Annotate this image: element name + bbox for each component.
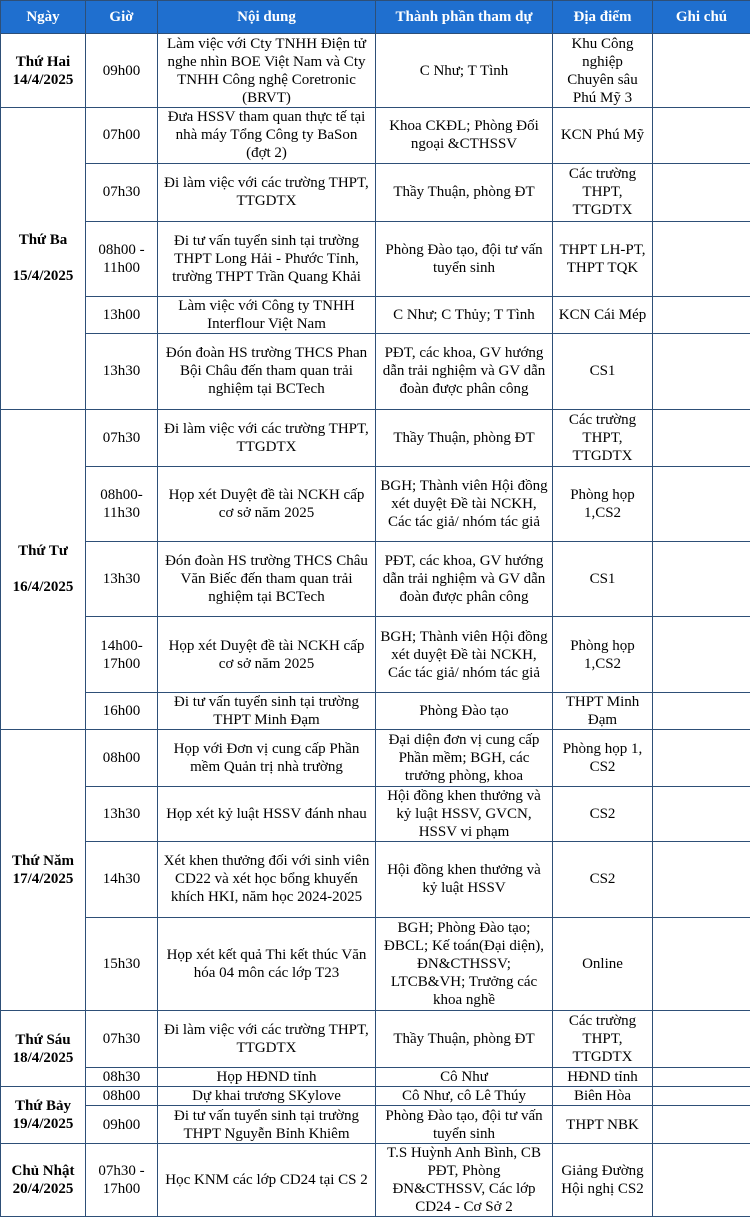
event-participants: PĐT, các khoa, GV hướng dẫn trải nghiệm và GV dẫn đoàn được phân công [376,542,553,617]
event-row [1,692,750,729]
event-note [653,34,750,108]
event-note [653,1087,750,1106]
day-name: Thứ Bảy [14,1097,72,1114]
day-name: Thứ Năm [12,852,74,869]
event-content: Làm việc với Công ty TNHH Interflour Việt Nam [158,297,376,334]
event-time: 14h30 [86,842,158,917]
event-time: 09h00 [86,1106,158,1143]
event-row [1,617,750,692]
event-location: Các trường THPT, TTGDTX [553,163,653,221]
event-row [1,108,750,163]
event-time: 08h30 [86,1068,158,1087]
event-time: 13h30 [86,542,158,617]
event-participants: Khoa CKĐL; Phòng Đối ngoại &CTHSSV [376,108,553,163]
event-content: Đi tư vấn tuyển sinh tại trường THPT Nguyễn Bỉnh Khiêm [158,1106,376,1143]
event-note [653,617,750,692]
event-participants: Hội đồng khen thưởng và kỷ luật HSSV, GVCN, HSSV vi phạm [376,787,553,842]
event-participants: Thầy Thuận, phòng ĐT [376,163,553,221]
day-date: 18/4/2025 [12,1049,74,1066]
event-row [1,1011,750,1068]
event-participants: PĐT, các khoa, GV hướng dẫn trải nghiệm và GV dẫn đoàn được phân công [376,334,553,409]
event-location: THPT Minh Đạm [553,692,653,729]
day-name: Thứ Hai [15,53,71,70]
event-note [653,1011,750,1068]
event-content: Đưa HSSV tham quan thực tế tại nhà máy Tổng Công ty BaSon (đợt 2) [158,108,376,163]
event-participants: Đại diện đơn vị cung cấp Phần mềm; BGH, các trưởng phòng, khoa [376,729,553,786]
event-location: HĐND tỉnh [553,1068,653,1087]
event-note [653,1143,750,1216]
day-cell [1,108,86,409]
event-participants: BGH; Thành viên Hội đồng xét duyệt Đề tài NCKH, Các tác giả/ nhóm tác giả [376,617,553,692]
header-participants: Thành phần tham dự [376,1,553,34]
event-row [1,1143,750,1216]
event-time: 13h30 [86,334,158,409]
event-time: 07h00 [86,108,158,163]
day-date: 14/4/2025 [12,71,74,88]
event-location: KCN Cái Mép [553,297,653,334]
day-cell [1,34,86,108]
event-content: Họp HĐND tỉnh [158,1068,376,1087]
event-note [653,787,750,842]
event-note [653,542,750,617]
day-cell [1,409,86,729]
event-content: Dự khai trương SKylove [158,1087,376,1106]
event-location: THPT NBK [553,1106,653,1143]
event-row [1,1106,750,1143]
event-note [653,409,750,466]
event-location: CS2 [553,842,653,917]
event-note [653,108,750,163]
event-participants: Phòng Đào tạo, đội tư vấn tuyển sinh [376,1106,553,1143]
day-date: 19/4/2025 [12,1115,74,1132]
event-time: 07h30 [86,163,158,221]
event-note [653,334,750,409]
day-date: 20/4/2025 [12,1180,74,1197]
event-time: 13h00 [86,297,158,334]
event-row [1,787,750,842]
event-location: Khu Công nghiệp Chuyên sâu Phú Mỹ 3 [553,34,653,108]
event-content: Đón đoàn HS trường THCS Châu Văn Biếc đến tham quan trải nghiệm tại BCTech [158,542,376,617]
event-content: Đi tư vấn tuyển sinh tại trường THPT Minh Đạm [158,692,376,729]
event-time: 15h30 [86,917,158,1010]
event-note [653,466,750,541]
event-note [653,1068,750,1087]
event-time: 08h00 [86,1087,158,1106]
event-row [1,1068,750,1087]
event-location: CS2 [553,787,653,842]
event-time: 08h00- 11h30 [86,466,158,541]
event-content: Học KNM các lớp CD24 tại CS 2 [158,1143,376,1216]
event-note [653,1106,750,1143]
event-note [653,729,750,786]
day-name: Thứ Tư [18,543,68,560]
day-cell [1,1087,86,1143]
day-date: 16/4/2025 [12,579,74,596]
event-note [653,917,750,1010]
event-time: 07h30 [86,409,158,466]
event-participants: Cô Như [376,1068,553,1087]
event-row [1,729,750,786]
event-row [1,1087,750,1106]
event-time: 14h00- 17h00 [86,617,158,692]
event-location: Online [553,917,653,1010]
event-time: 16h00 [86,692,158,729]
day-name: Thứ Ba [18,232,68,249]
event-content: Họp với Đơn vị cung cấp Phần mềm Quản trị nhà trường [158,729,376,786]
event-location: Các trường THPT, TTGDTX [553,409,653,466]
event-note [653,692,750,729]
event-participants: Cô Như, cô Lê Thúy [376,1087,553,1106]
event-row [1,542,750,617]
event-location: Các trường THPT, TTGDTX [553,1011,653,1068]
event-note [653,221,750,296]
event-content: Đón đoàn HS trường THCS Phan Bội Châu đến tham quan trải nghiệm tại BCTech [158,334,376,409]
event-participants: T.S Huỳnh Anh Bình, CB PĐT, Phòng ĐN&CTHSSV, Các lớp CD24 - Cơ Sở 2 [376,1143,553,1216]
event-time: 09h00 [86,34,158,108]
event-location: CS1 [553,542,653,617]
event-content: Đi làm việc với các trường THPT, TTGDTX [158,1011,376,1068]
event-location: Phòng họp 1, CS2 [553,729,653,786]
event-row [1,466,750,541]
event-row [1,409,750,466]
event-content: Họp xét kỷ luật HSSV đánh nhau [158,787,376,842]
event-time: 13h30 [86,787,158,842]
event-row [1,163,750,221]
event-time: 07h30 - 17h00 [86,1143,158,1216]
event-content: Đi tư vấn tuyển sinh tại trường THPT Long Hải - Phước Tỉnh, trường THPT Trần Quang Khải [158,221,376,296]
event-participants: Phòng Đào tạo [376,692,553,729]
event-row [1,221,750,296]
event-participants: BGH; Phòng Đào tạo; ĐBCL; Kế toán(Đại diện), ĐN&CTHSSV; LTCB&VH; Trưởng các khoa nghề [376,917,553,1010]
event-content: Làm việc với Cty TNHH Điện tử nghe nhìn BOE Việt Nam và Cty TNHH Công nghệ Coretronic (BRVT) [158,34,376,108]
header-content: Nội dung [158,1,376,34]
event-note [653,297,750,334]
header-time: Giờ [86,1,158,34]
event-row [1,334,750,409]
event-row [1,34,750,108]
event-time: 08h00 [86,729,158,786]
event-row [1,297,750,334]
header-day: Ngày [1,1,86,34]
event-participants: Thầy Thuận, phòng ĐT [376,409,553,466]
day-cell [1,1143,86,1216]
day-date: 15/4/2025 [12,268,74,285]
event-location: Phòng họp 1,CS2 [553,466,653,541]
day-cell [1,1011,86,1087]
event-participants: Thầy Thuận, phòng ĐT [376,1011,553,1068]
event-content: Xét khen thưởng đối với sinh viên CD22 và xét học bổng khuyến khích HKI, năm học 2024-2025 [158,842,376,917]
day-cell [1,729,86,1010]
event-participants: BGH; Thành viên Hội đồng xét duyệt Đề tài NCKH, Các tác giả/ nhóm tác giả [376,466,553,541]
event-participants: C Như; T Tình [376,34,553,108]
event-content: Họp xét Duyệt đề tài NCKH cấp cơ sở năm 2025 [158,617,376,692]
header-row [1,1,750,34]
event-row [1,842,750,917]
event-content: Họp xét Duyệt đề tài NCKH cấp cơ sở năm 2025 [158,466,376,541]
event-content: Đi làm việc với các trường THPT, TTGDTX [158,409,376,466]
day-date: 17/4/2025 [12,870,74,887]
event-location: Biên Hòa [553,1087,653,1106]
event-note [653,163,750,221]
event-content: Đi làm việc với các trường THPT, TTGDTX [158,163,376,221]
schedule-body [1,34,750,1217]
event-time: 07h30 [86,1011,158,1068]
event-location: KCN Phú Mỹ [553,108,653,163]
event-participants: C Như; C Thủy; T Tình [376,297,553,334]
header-note: Ghi chú [653,1,750,34]
day-name: Chủ Nhật [11,1162,75,1179]
event-row [1,917,750,1010]
event-note [653,842,750,917]
day-name: Thứ Sáu [15,1031,71,1048]
event-content: Họp xét kết quả Thi kết thúc Văn hóa 04 môn các lớp T23 [158,917,376,1010]
header-location: Địa điểm [553,1,653,34]
event-location: CS1 [553,334,653,409]
event-location: Phòng họp 1,CS2 [553,617,653,692]
event-participants: Hội đồng khen thưởng và kỷ luật HSSV [376,842,553,917]
event-participants: Phòng Đào tạo, đội tư vấn tuyển sinh [376,221,553,296]
event-location: Giảng Đường Hội nghị CS2 [553,1143,653,1216]
event-time: 08h00 - 11h00 [86,221,158,296]
event-location: THPT LH-PT, THPT TQK [553,221,653,296]
